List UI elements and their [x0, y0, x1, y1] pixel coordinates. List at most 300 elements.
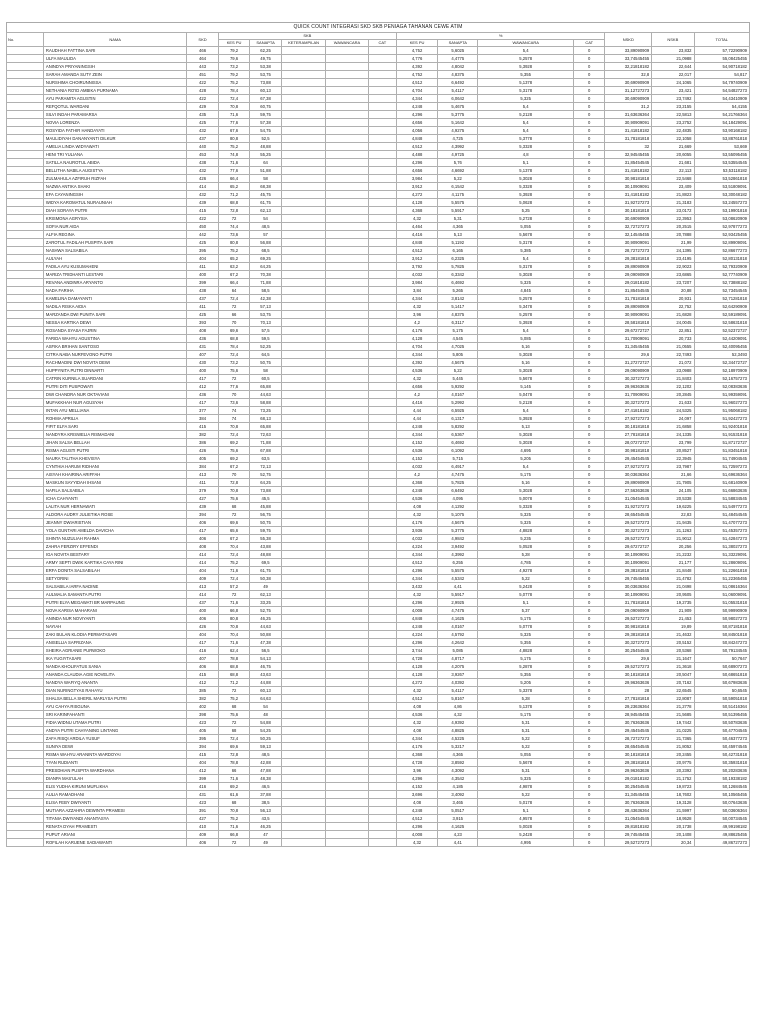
cell-no	[7, 679, 44, 687]
cell-sanapta: 60,5	[250, 375, 282, 383]
cell-nskd: 31,27272727	[605, 359, 652, 367]
cell-kes-pu: 62,4	[218, 647, 250, 655]
cell-sanapta: 50,75	[250, 359, 282, 367]
cell-cat-pct: 0	[573, 583, 605, 591]
cell-cat-pct: 0	[573, 655, 605, 663]
cell-kes-pu-pct: 4,272	[396, 679, 437, 687]
table-row	[7, 623, 750, 631]
cell-sanapta: 54,13	[250, 655, 282, 663]
cell-kes-pu-pct: 4,416	[396, 399, 437, 407]
cell-sanapta-pct: 4,86	[438, 703, 478, 711]
cell-kes-pu: 65,2	[218, 255, 250, 263]
cell-no	[7, 271, 44, 279]
cell-nskd: 32,21818182	[605, 63, 652, 71]
cell-cat-pct: 0	[573, 687, 605, 695]
cell-kes-pu: 72,4	[218, 431, 250, 439]
table-row	[7, 247, 750, 255]
cell-sanapta-pct: 5,4117	[438, 87, 478, 95]
cell-cat-pct: 0	[573, 199, 605, 207]
cell-wawancara-pct: 5,3928	[478, 319, 574, 327]
cell-skd: 394	[187, 743, 219, 751]
cell-no	[7, 831, 44, 839]
cell-nskb: 22,5468	[652, 175, 694, 183]
cell-no	[7, 519, 44, 527]
cell-sanapta-pct: 5,1192	[438, 239, 478, 247]
cell-sanapta-pct: 4,3542	[438, 775, 478, 783]
cell-wawancara-pct: 5,4	[478, 255, 574, 263]
cell-total: 52,71281818	[694, 295, 749, 303]
table-row	[7, 239, 750, 247]
cell-wawancara	[326, 335, 368, 343]
cell-total: 51,33229091	[694, 551, 749, 559]
cell-wawancara-pct: 5,5678	[478, 759, 574, 767]
cell-cat-pct: 0	[573, 407, 605, 415]
table-row	[7, 311, 750, 319]
cell-no	[7, 191, 44, 199]
cell-kes-pu: 77,6	[218, 119, 250, 127]
cell-sanapta: 48,5	[250, 223, 282, 231]
cell-kes-pu: 73,6	[218, 399, 250, 407]
cell-wawancara	[326, 447, 368, 455]
cell-wawancara-pct: 5,3028	[478, 431, 574, 439]
cell-nama: SHEIRA AGRIANIE PURWOKO	[43, 647, 186, 655]
table-row	[7, 135, 750, 143]
cell-sanapta: 70,13	[250, 319, 282, 327]
cell-sanapta: 50,25	[250, 735, 282, 743]
cell-cat	[368, 671, 396, 679]
cell-total: 50,59051818	[694, 695, 749, 703]
cell-nama: ELIS YUDHA KIRUNI MUFLIKHA	[43, 783, 186, 791]
cell-kes-pu: 72,4	[218, 351, 250, 359]
cell-keterampilan	[281, 231, 326, 239]
cell-nskb: 24,105	[652, 487, 694, 495]
col-cat-pct: CAT	[573, 40, 605, 47]
cell-kes-pu-pct: 4,344	[396, 735, 437, 743]
cell-nskb: 20,5368	[652, 647, 694, 655]
cell-cat	[368, 111, 396, 119]
cell-kes-pu-pct: 3,912	[396, 255, 437, 263]
cell-cat	[368, 687, 396, 695]
cell-sanapta: 58,5	[250, 287, 282, 295]
cell-keterampilan	[281, 727, 326, 735]
cell-kes-pu-pct: 4,344	[396, 295, 437, 303]
cell-total: 51,74904545	[694, 455, 749, 463]
cell-nskb: 21,669	[652, 143, 694, 151]
table-row	[7, 687, 750, 695]
cell-sanapta: 48,88	[250, 551, 282, 559]
cell-skd: 405	[187, 727, 219, 735]
cell-total: 53,52861818	[694, 175, 749, 183]
cell-nskd: 27,92727273	[605, 415, 652, 423]
cell-kes-pu: 78,8	[218, 655, 250, 663]
cell-nskd: 30,10909091	[605, 591, 652, 599]
cell-total: 52,58631818	[694, 319, 749, 327]
cell-cat-pct: 0	[573, 103, 605, 111]
cell-wawancara-pct: 5,145	[478, 383, 574, 391]
cell-no	[7, 159, 44, 167]
cell-skd: 399	[187, 775, 219, 783]
cell-cat-pct: 0	[573, 47, 605, 55]
cell-cat	[368, 263, 396, 271]
cell-cat-pct: 0	[573, 799, 605, 807]
cell-total: 50,68651818	[694, 671, 749, 679]
cell-wawancara-pct: 5,1378	[478, 703, 574, 711]
cell-nskd: 29,38181818	[605, 255, 652, 263]
cell-no	[7, 343, 44, 351]
cell-nama: REFQOTUL WARDANI	[43, 103, 186, 111]
cell-nama: FARIDA WAHYU AGUSTINA	[43, 335, 186, 343]
cell-no	[7, 511, 44, 519]
cell-nama: SOFIA NUR AIDA	[43, 223, 186, 231]
cell-sanapta-pct: 6,1542	[438, 183, 478, 191]
cell-skd: 423	[187, 799, 219, 807]
cell-nskb: 19,7442	[652, 719, 694, 727]
cell-kes-pu-pct: 4,176	[396, 519, 437, 527]
cell-no	[7, 231, 44, 239]
cell-sanapta: 56,5	[250, 647, 282, 655]
cell-wawancara-pct: 5,0528	[478, 543, 574, 551]
cell-nskd: 30,10909091	[605, 551, 652, 559]
table-row	[7, 567, 750, 575]
cell-sanapta: 58,88	[250, 399, 282, 407]
cell-keterampilan	[281, 767, 326, 775]
cell-kes-pu-pct: 4,248	[396, 807, 437, 815]
cell-skd: 437	[187, 295, 219, 303]
cell-nskb: 21,2232	[652, 551, 694, 559]
cell-sanapta: 45,75	[250, 191, 282, 199]
cell-kes-pu-pct: 4,752	[396, 47, 437, 55]
cell-cat-pct: 0	[573, 335, 605, 343]
cell-nama: PUPUT ARIANI	[43, 831, 186, 839]
cell-kes-pu-pct: 4,08	[396, 703, 437, 711]
cell-nskb: 23,2155	[652, 103, 694, 111]
table-row	[7, 607, 750, 615]
cell-cat	[368, 623, 396, 631]
cell-total: 50,35931818	[694, 759, 749, 767]
cell-skd: 409	[187, 575, 219, 583]
cell-cat	[368, 559, 396, 567]
cell-kes-pu-pct: 3,96	[396, 311, 437, 319]
cell-nama: SRI KARINFAHANTI	[43, 711, 186, 719]
cell-skd: 382	[187, 695, 219, 703]
cell-kes-pu-pct: 4,296	[396, 639, 437, 647]
cell-wawancara	[326, 751, 368, 759]
cell-nskd: 31,12727273	[605, 87, 652, 95]
cell-nama: RISMA WAHYU ARANINTA WARDOYAI	[43, 751, 186, 759]
cell-cat	[368, 799, 396, 807]
cell-nama: ANDYA PUTRI CAHYANING LINTANG	[43, 727, 186, 735]
cell-wawancara-pct: 5,2578	[478, 295, 574, 303]
table-row	[7, 647, 750, 655]
table-row	[7, 655, 750, 663]
cell-nskb: 23,832	[652, 47, 694, 55]
cell-nama: NURSHIMA CHOIRUNNISSA	[43, 79, 186, 87]
cell-skd: 394	[187, 511, 219, 519]
cell-sanapta-pct: 5,13	[438, 231, 478, 239]
cell-sanapta: 64,5	[250, 351, 282, 359]
cell-wawancara	[326, 175, 368, 183]
cell-sanapta: 52,5	[250, 135, 282, 143]
cell-no	[7, 55, 44, 63]
cell-sanapta: 70,38	[250, 271, 282, 279]
cell-cat	[368, 375, 396, 383]
table-row	[7, 343, 750, 351]
cell-nama: ANINDYA PRIYANINGSIH	[43, 63, 186, 71]
cell-keterampilan	[281, 631, 326, 639]
cell-kes-pu: 72	[218, 375, 250, 383]
cell-nskb: 21,8448	[652, 567, 694, 575]
cell-sanapta: 71,88	[250, 279, 282, 287]
cell-no	[7, 431, 44, 439]
cell-total: 50,07643636	[694, 799, 749, 807]
cell-cat	[368, 735, 396, 743]
cell-no	[7, 591, 44, 599]
cell-nskb: 20,2515	[652, 223, 694, 231]
table-row	[7, 63, 750, 71]
cell-cat	[368, 815, 396, 823]
cell-total: 54,817	[694, 71, 749, 79]
cell-kes-pu-pct: 4,08	[396, 799, 437, 807]
cell-kes-pu: 72,8	[218, 751, 250, 759]
cell-kes-pu-pct: 4,656	[396, 119, 437, 127]
cell-cat	[368, 159, 396, 167]
cell-no	[7, 775, 44, 783]
cell-kes-pu-pct: 3,432	[396, 583, 437, 591]
cell-keterampilan	[281, 583, 326, 591]
cell-cat	[368, 119, 396, 127]
cell-nskb: 21,99	[652, 239, 694, 247]
cell-keterampilan	[281, 55, 326, 63]
cell-wawancara-pct: 5,2578	[478, 311, 574, 319]
cell-wawancara-pct: 4,8	[478, 151, 574, 159]
table-row	[7, 639, 750, 647]
cell-kes-pu: 64	[218, 287, 250, 295]
cell-total: 50,47704545	[694, 727, 749, 735]
cell-kes-pu: 68,8	[218, 663, 250, 671]
col-kes-pu-pct: KES PU	[396, 40, 437, 47]
cell-nama: AYU PARAMITA AGUSTIN	[43, 95, 186, 103]
cell-nskd: 31,85454545	[605, 159, 652, 167]
cell-sanapta: 63,5	[250, 455, 282, 463]
cell-wawancara	[326, 583, 368, 591]
cell-kes-pu: 67,2	[218, 271, 250, 279]
cell-sanapta-pct: 6,5367	[438, 431, 478, 439]
table-row	[7, 703, 750, 711]
cell-cat	[368, 511, 396, 519]
cell-cat-pct: 0	[573, 623, 605, 631]
cell-kes-pu: 75,6	[218, 711, 250, 719]
cell-sanapta-pct: 4,1625	[438, 615, 478, 623]
results-table	[6, 32, 750, 847]
col-nama: NAMA	[43, 33, 186, 47]
cell-skd: 408	[187, 543, 219, 551]
cell-kes-pu-pct: 4,488	[396, 151, 437, 159]
cell-no	[7, 567, 44, 575]
cell-no	[7, 551, 44, 559]
cell-total: 52,73888182	[694, 279, 749, 287]
cell-kes-pu-pct: 4,344	[396, 575, 437, 583]
cell-wawancara-pct: 5,085	[478, 335, 574, 343]
cell-nskb: 21,8403	[652, 375, 694, 383]
cell-cat-pct: 0	[573, 839, 605, 847]
cell-nskd: 30,69090909	[605, 79, 652, 87]
cell-no	[7, 335, 44, 343]
table-row	[7, 735, 750, 743]
cell-cat	[368, 87, 396, 95]
cell-wawancara-pct: 5,1	[478, 807, 574, 815]
cell-kes-pu-pct: 3,84	[396, 287, 437, 295]
cell-nskd: 33,89090909	[605, 47, 652, 55]
cell-skd: 422	[187, 79, 219, 87]
cell-kes-pu-pct: 4,32	[396, 215, 437, 223]
table-row	[7, 111, 750, 119]
cell-nskb: 23,4195	[652, 255, 694, 263]
cell-kes-pu-pct: 4,368	[396, 207, 437, 215]
cell-sanapta-pct: 6,6492	[438, 79, 478, 87]
cell-nama: IKA YUGIYTASARI	[43, 655, 186, 663]
cell-nskb: 20,256	[652, 543, 694, 551]
cell-nskd: 30,18181818	[605, 207, 652, 215]
cell-nama: FIFIT ELFA SARI	[43, 423, 186, 431]
cell-keterampilan	[281, 479, 326, 487]
cell-sanapta: 45,88	[250, 503, 282, 511]
cell-wawancara-pct: 5,3478	[478, 303, 574, 311]
cell-skd: 430	[187, 359, 219, 367]
cell-kes-pu: 72,4	[218, 551, 250, 559]
cell-total: 50,51395455	[694, 711, 749, 719]
cell-nama: MUTIARA AZZAHRA DEWINTA PRAMESI	[43, 807, 186, 815]
cell-total: 50,84501818	[694, 631, 749, 639]
cell-total: 52,86677273	[694, 247, 749, 255]
cell-wawancara-pct: 5,22	[478, 575, 574, 583]
cell-no	[7, 623, 44, 631]
cell-wawancara-pct: 5,175	[478, 711, 574, 719]
cell-sanapta-pct: 5,8292	[438, 423, 478, 431]
cell-cat	[368, 143, 396, 151]
cell-skd: 404	[187, 631, 219, 639]
cell-nskb: 20,733	[652, 335, 694, 343]
cell-sanapta-pct: 4,32	[438, 711, 478, 719]
cell-sanapta: 43,5	[250, 815, 282, 823]
table-row	[7, 207, 750, 215]
cell-kes-pu: 72	[218, 719, 250, 727]
cell-sanapta: 62,13	[250, 591, 282, 599]
cell-sanapta: 51,88	[250, 167, 282, 175]
cell-cat-pct: 0	[573, 303, 605, 311]
cell-wawancara-pct: 5,13	[478, 423, 574, 431]
cell-nskd: 30,98181818	[605, 623, 652, 631]
col-nskb: NSKB	[652, 33, 694, 47]
cell-sanapta-pct: 4,8825	[438, 727, 478, 735]
cell-nama: WIDYA KAROMATUL NURAUNIAH	[43, 199, 186, 207]
cell-sanapta-pct: 5,3775	[438, 527, 478, 535]
cell-wawancara	[326, 231, 368, 239]
cell-skd: 402	[187, 703, 219, 711]
cell-kes-pu-pct: 4,032	[396, 535, 437, 543]
cell-sanapta: 46,25	[250, 615, 282, 623]
cell-no	[7, 575, 44, 583]
cell-keterampilan	[281, 223, 326, 231]
cell-nskd: 29,01818182	[605, 279, 652, 287]
cell-sanapta-pct: 5,265	[438, 287, 478, 295]
cell-skd: 440	[187, 143, 219, 151]
cell-nskb: 20,8527	[652, 447, 694, 455]
cell-kes-pu: 72	[218, 839, 250, 847]
cell-cat	[368, 807, 396, 815]
cell-wawancara-pct: 5,3328	[478, 183, 574, 191]
cell-keterampilan	[281, 119, 326, 127]
cell-sanapta: 50,75	[250, 519, 282, 527]
cell-total: 51,47077273	[694, 519, 749, 527]
table-row	[7, 55, 750, 63]
cell-wawancara	[326, 167, 368, 175]
cell-wawancara-pct: 5,325	[478, 631, 574, 639]
cell-nama: NAURA TALITHA KHEVISYA	[43, 455, 186, 463]
cell-nskb: 23,421	[652, 87, 694, 95]
cell-sanapta-pct: 5,22	[438, 175, 478, 183]
cell-wawancara-pct: 5,3778	[478, 135, 574, 143]
table-row	[7, 255, 750, 263]
cell-cat	[368, 287, 396, 295]
cell-wawancara	[326, 639, 368, 647]
cell-nskb: 23,0172	[652, 207, 694, 215]
cell-sanapta-pct: 6,6492	[438, 487, 478, 495]
cell-kes-pu: 75,2	[218, 559, 250, 567]
cell-keterampilan	[281, 519, 326, 527]
cell-keterampilan	[281, 159, 326, 167]
cell-keterampilan	[281, 143, 326, 151]
cell-sanapta: 42,88	[250, 759, 282, 767]
cell-keterampilan	[281, 367, 326, 375]
cell-cat	[368, 55, 396, 63]
cell-wawancara-pct: 5,3178	[478, 263, 574, 271]
cell-skd: 432	[187, 127, 219, 135]
cell-cat-pct: 0	[573, 287, 605, 295]
cell-keterampilan	[281, 359, 326, 367]
cell-nama: RENATA DYAH PRAMESTI	[43, 823, 186, 831]
cell-keterampilan	[281, 103, 326, 111]
cell-no	[7, 687, 44, 695]
cell-nskb: 20,5338	[652, 495, 694, 503]
cell-sanapta: 54,75	[250, 127, 282, 135]
cell-keterampilan	[281, 511, 326, 519]
table-row	[7, 87, 750, 95]
cell-kes-pu: 80,8	[218, 615, 250, 623]
cell-kes-pu: 67,2	[218, 535, 250, 543]
cell-wawancara	[326, 535, 368, 543]
cell-nskd: 30,10909091	[605, 183, 652, 191]
cell-total: 50,79134545	[694, 647, 749, 655]
cell-sanapta: 65,88	[250, 383, 282, 391]
cell-nama: MARZANDA DWI PUNITA SARI	[43, 311, 186, 319]
cell-cat-pct: 0	[573, 423, 605, 431]
cell-sanapta-pct: 5,5917	[438, 207, 478, 215]
cell-sanapta: 60,13	[250, 87, 282, 95]
cell-wawancara-pct: 5,0778	[478, 591, 574, 599]
cell-total: 52,97877273	[694, 223, 749, 231]
cell-sanapta-pct: 4,2075	[438, 663, 478, 671]
cell-nskd: 30,90909091	[605, 239, 652, 247]
cell-skd: 410	[187, 823, 219, 831]
cell-cat-pct: 0	[573, 591, 605, 599]
cell-sanapta-pct: 4,7475	[438, 607, 478, 615]
cell-cat-pct: 0	[573, 215, 605, 223]
cell-skd: 428	[187, 87, 219, 95]
spreadsheet	[6, 22, 750, 847]
cell-total: 51,91531818	[694, 431, 749, 439]
cell-kes-pu: 75,6	[218, 447, 250, 455]
cell-cat	[368, 95, 396, 103]
